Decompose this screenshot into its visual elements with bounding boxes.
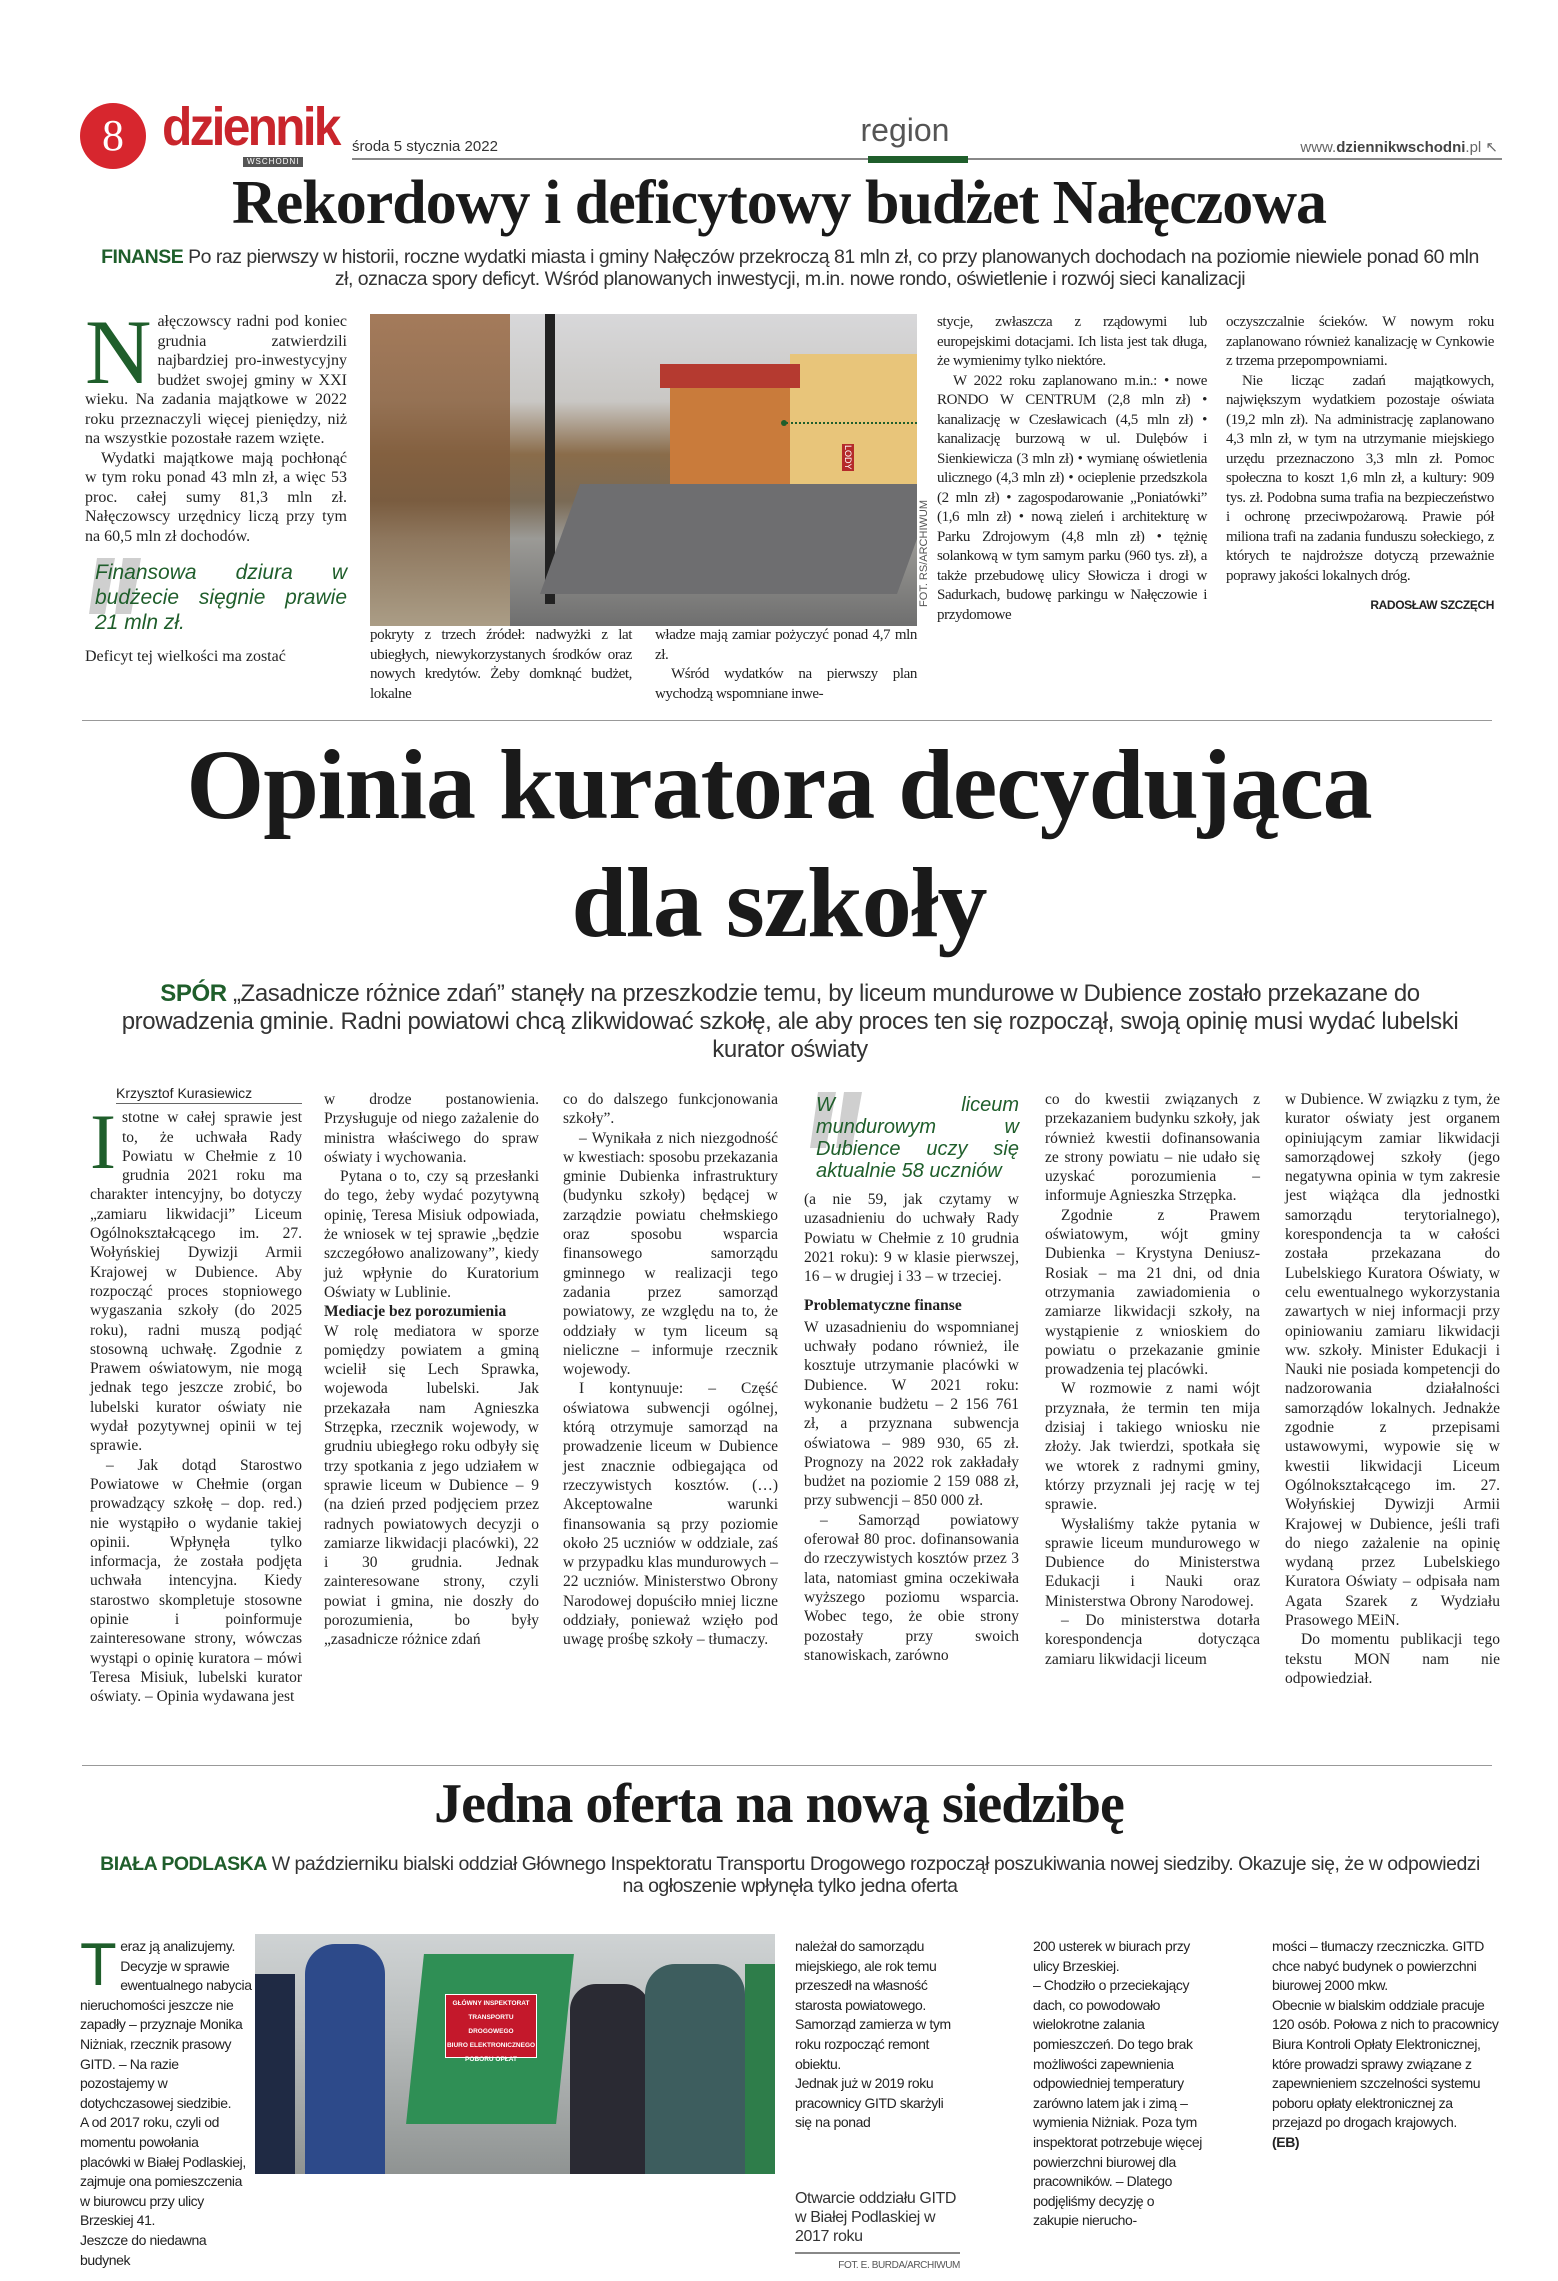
article1-col1-end bbox=[85, 647, 347, 667]
article2-col4b-body bbox=[804, 1318, 1019, 1665]
article2-col4-body bbox=[804, 1190, 1019, 1286]
photo-sign-lody: LODY bbox=[843, 445, 853, 470]
paragraph: Deficyt tej wielkości ma zostać bbox=[85, 648, 286, 665]
paragraph: władze mają zamiar pożyczyć ponad 4,7 mln zł. bbox=[655, 627, 917, 663]
article1-dropcap: N bbox=[85, 301, 152, 403]
article-divider bbox=[82, 720, 1492, 721]
article2-pull-quote: W liceum mundurowym w Dubience uczy się aktualnie 58 uczniów bbox=[816, 1094, 1019, 1182]
issue-date: środa 5 stycznia 2022 bbox=[352, 138, 498, 155]
paragraph: – Chodziło o przeciekający dach, co powodowało wielokrotne zalania pomieszczeń. Do tego brak możliwości zapewnienia odpowiedniej temperatury zarówno latem jak i zimą – wymienia Niżniak. Poza tym inspektorat potrzebuje więcej powierzchni biurowej dla pracowników. – Dlatego podjęliśmy decyzję o zakupie nierucho- bbox=[1033, 1977, 1202, 2229]
article2-column-6 bbox=[1285, 1090, 1500, 1688]
paragraph: Wysłaliśmy także pytania w sprawie liceum mundurowego w Dubience do Ministerstwa Edukacji i Nauki oraz Ministerstwa Obrony Narodowej. bbox=[1045, 1515, 1260, 1610]
article2-dropcap: I bbox=[90, 1098, 116, 1186]
article1-lead bbox=[90, 246, 1490, 290]
paragraph: stycje, zwłaszcza z rządowymi lub europejskimi dotacjami. Ich lista jest tak długa, że wymienimy tylko niektóre. bbox=[937, 314, 1207, 369]
website-url[interactable] bbox=[1300, 138, 1498, 156]
paragraph: co do kwestii związanych z przekazaniem budynku szkoły, jak również kwestii dofinansowania ze strony powiatu – nie udało się uzyskać porozumienia – informuje Agnieszka Strzępka. bbox=[1045, 1091, 1260, 1205]
paragraph: Obecnie w bialskim oddziale pracuje 120 osób. Połowa z nich to pracownicy Biura Kontroli Opłaty Elektronicznej, które prowadzi sprawy związane z zapewnieniem szczelności systemu poboru opłaty elektronicznej za przejazd po drogach krajowych. bbox=[1272, 1996, 1499, 2131]
paragraph: 200 usterek w biurach przy ulicy Brzeskiej. bbox=[1033, 1938, 1190, 1974]
paragraph: Wśród wydatków na pierwszy plan wychodzą wspomniane inwe- bbox=[655, 666, 917, 702]
section-label: region bbox=[860, 112, 950, 148]
paragraph: I kontynuuje: – Część oświatowa subwencji ogólnej, którą otrzymuje samorząd na prowadzenie liceum w Dubience jest znacznie odbiegająca od rzeczywistych kosztów. (…) Akceptowalne warunki finansowania są przy poziomie około 25 uczniów w oddziale, zaś w przypadku klas mundurowych – 22 uczniów. Ministerstwo Obrony Narodowej dopuściło mniej liczne oddziały, ponieważ wzięło pod uwagę prośbę szkoły – tłumaczy. bbox=[563, 1380, 778, 1649]
paragraph: Wydatki majątkowe mają pochłonąć w tym roku ponad 43 mln zł, a więc 53 proc. całej sumy 81,3 mln zł. Nałęczowscy urzędnicy liczą przy tym na 60,5 mln zł dochodów. bbox=[85, 449, 347, 545]
paragraph: Pytana o to, czy są przesłanki do tego, żeby wydać pozytywną opinię, Teresa Misiuk odpowiada, że wniosek w tej sprawie „będzie szczegółowo analizowany”, kiedy już wpłynie do Kuratorium Oświaty w Lublinie. bbox=[324, 1168, 539, 1301]
article1-column-4 bbox=[937, 313, 1207, 625]
article3-column-2 bbox=[795, 1937, 960, 2276]
paragraph: – Do ministerstwa dotarła korespondencja dotycząca zamiaru likwidacji liceum bbox=[1045, 1612, 1260, 1668]
article3-column-3 bbox=[1033, 1937, 1203, 2231]
gitd-sign bbox=[445, 1994, 537, 2063]
article2-column-3 bbox=[563, 1090, 778, 1650]
newspaper-logo: dziennik bbox=[162, 97, 339, 157]
paragraph: Jeszcze do niedawna budynek bbox=[80, 2231, 207, 2268]
article2-column-2 bbox=[324, 1090, 539, 1650]
article1-column-1 bbox=[85, 301, 347, 667]
article1-column-5 bbox=[1226, 313, 1494, 616]
newspaper-logo-sub: WSCHODNI bbox=[243, 157, 303, 167]
sign-line: BIURO ELEKTRONICZNEGO bbox=[446, 2042, 536, 2049]
article3-headline: Jedna oferta na nową siedzibę bbox=[434, 1773, 1124, 1835]
article3-column-1 bbox=[80, 1931, 252, 2270]
article1-column-2 bbox=[370, 626, 632, 704]
article3-kicker: BIAŁA PODLASKA bbox=[100, 1853, 267, 1875]
paragraph: – Wynikała z nich niezgodność w kwestiach: sposobu przekazania gminie Dubienka infrastruktury (budynku szkoły) będącej w zarządzie powiatu chełmskiego oraz sposobu wsparcia finansowego samorządu gminnego w realizacji tego zadania przez samorząd powiatowy, ze względu na to, że oddziały w tym liceum są nieliczne – informuje rzecznik wojewody. bbox=[563, 1129, 778, 1379]
article3-col4-body bbox=[1272, 1937, 1502, 2133]
paragraph: należał do samorządu miejskiego, ale rok temu przeszedł na własność starosta powiatowego. Samorząd zamierza w tym roku rozpocząć remont obiektu. bbox=[795, 1938, 951, 2072]
paragraph: co do dalszego funkcjonowania szkoły”. bbox=[563, 1091, 778, 1128]
article3-photo-caption: Otwarcie oddziału GITD w Białej Podlaskiej w 2017 roku bbox=[795, 2189, 957, 2245]
article2-column-5 bbox=[1045, 1090, 1260, 1669]
article1-lead-text: Po raz pierwszy w historii, roczne wydatki miasta i gminy Nałęczów przekroczą 81 mln zł, co przy planowanych dochodach na poziomie niewiele ponad 60 mln zł, oznacza spory deficyt. Wśród planowanych inwestycji, m.in. nowe rondo, oświetlenie i rozwój sieci kanalizacji bbox=[188, 246, 1479, 290]
paragraph: ałęczowscy radni pod koniec grudnia zatwierdzili najbardziej pro-inwestycyjny budżet swojej gminy w XXI wieku. Na zadania majątkowe w 2022 roku przeznaczyli więcej pieniędzy, niż na wszystkie pozostałe razem wzięte. bbox=[85, 313, 347, 447]
paragraph: stotne w całej sprawie jest to, że uchwała Rady Powiatu w Chełmie z 10 grudnia 2021 roku ma charakter intencyjny, bo dotyczy „zamiaru likwidacji” Liceum Ogólnokształcącego im. 27. Wołyńskiej Dywizji Armii Krajowej w Dubience. Aby rozpocząć proces stopniowego wygaszania szkoły (do 2025 roku), radni muszą podjąć stosowną uchwałę. Zgodnie z Prawem oświatowym, nie mogą jednak tego jeszcze zrobić, bo lubelski kurator oświaty nie wydał pozytywnej opinii w tej sprawie. bbox=[90, 1109, 302, 1455]
section-marker bbox=[868, 156, 968, 163]
article2-column-4 bbox=[804, 1090, 1019, 1665]
article3-dropcap: T bbox=[80, 1931, 117, 1998]
paragraph: A od 2017 roku, czyli od momentu powołania placówki w Białej Podlaskiej, zajmuje ona pomieszczenia w biurowcu przy ulicy Brzeskiej 41. bbox=[80, 2114, 246, 2229]
article2-headline-line1: Opinia kuratora decydująca bbox=[186, 729, 1372, 840]
paragraph: Do momentu publikacji tego tekstu MON nam nie odpowiedział. bbox=[1285, 1631, 1500, 1687]
paragraph: eraz ją analizujemy. Decyzje w sprawie ewentualnego nabycia nieruchomości jeszcze nie zapadły – przyznaje Monika Niżniak, rzecznik prasowy GITD. – Na razie pozostajemy w dotychczasowej siedzibie. bbox=[80, 1938, 252, 2111]
paragraph: – Jak dotąd Starostwo Powiatowe w Chełmie (organ prowadzący szkołę – dop. red.) nie wystąpiło o wydanie takiej opinii. Wpłynęła tylko informacja, że została podjęta uchwała intencyjna. Kiedy starostwo skompletuje stosowne opinie i poinformuje zainteresowane strony, wówczas wystąpi o opinię kuratora – mówi Teresa Misiuk, lubelski kurator oświaty. – Opinia wydawana jest bbox=[90, 1456, 302, 1706]
article2-headline bbox=[0, 726, 1558, 962]
article3-column-4 bbox=[1272, 1937, 1502, 2153]
article1-photo-credit: FOT. RS/ARCHIWUM bbox=[918, 500, 930, 607]
paragraph: W uzasadnieniu do wspomnianej uchwały podano również, ile kosztuje utrzymanie placówki w Dubience. W 2021 roku: wykonanie budżetu – 2 156 761 zł, a przyznana subwencja oświatowa – 989 930, 65 zł. Prognozy na 2022 rok zakładały budżet na poziomie 2 159 088 zł, przy subwencji – 850 000 zł. bbox=[804, 1318, 1019, 1510]
paragraph: (a nie 59, jak czytamy w uzasadnieniu do uchwały Rady Powiatu w Chełmie z 10 grudnia 2021 roku): 9 w klasie pierwszej, 16 – w drugiej i 33 – w trzeciej. bbox=[804, 1191, 1019, 1286]
article1-photo-street bbox=[370, 314, 917, 626]
paragraph: mości – tłumaczy rzeczniczka. GITD chce nabyć budynek o powierzchni biurowej 2000 mkw. bbox=[1272, 1938, 1484, 1994]
page-number-badge: 8 bbox=[80, 103, 146, 169]
article2-subhead-finanse: Problematyczne finanse bbox=[804, 1297, 962, 1315]
url-suffix: .pl bbox=[1465, 139, 1482, 156]
paragraph: Jednak już w 2019 roku pracownicy GITD skarżyli się na ponad bbox=[795, 2075, 944, 2131]
article1-author: RADOSŁAW SZCZĘCH bbox=[1370, 598, 1494, 612]
article3-lead-text: W październiku bialski oddział Głównego Inspektoratu Transportu Drogowego rozpoczął poszukiwania nowej siedziby. Okazuje się, że w odpowiedzi na ogłoszenie wpłynęła tylko jedna oferta bbox=[271, 1853, 1480, 1897]
paragraph: Nie licząc zadań majątkowych, największym wydatkiem pozostaje oświata (19,2 mln zł). Na administrację zaplanowano 4,3 mln zł, w tym na utrzymanie miejskiego urzędu przeznaczono 3,3 mln zł. Pomoc społeczna to koszt 1,6 mln zł, a kultury: 909 tys. zł. Podobna suma trafia na bezpieczeństwo i ochronę przeciwpożarową. Prawie pół miliona trafi na zadania funduszu sołeckiego, z których te najdroższe dotyczą przeważnie poprawy jakości lokalnych dróg. bbox=[1226, 372, 1494, 584]
article3-photo-gitd-opening bbox=[255, 1934, 775, 2174]
article3-col2-body bbox=[795, 1937, 960, 2133]
sign-line: TRANSPORTU DROGOWEGO bbox=[468, 2014, 514, 2035]
article2-col2-body bbox=[324, 1090, 539, 1302]
paragraph: oczyszczalnie ścieków. W nowym roku zaplanowano również kanalizację w Cynkowie z trzema przepompowniami. bbox=[1226, 314, 1494, 369]
article2-column-1 bbox=[90, 1084, 302, 1707]
article3-photo-credit: FOT. E. BURDA/ARCHIWUM bbox=[795, 2252, 960, 2276]
article2-headline-line2: dla szkoły bbox=[571, 847, 987, 958]
article3-signature: (EB) bbox=[1272, 2133, 1300, 2150]
paragraph: W 2022 roku zaplanowano m.in.: • nowe RONDO W CENTRUM (2,8 mln zł) • kanalizację w Czesławicach (4,5 mln zł) • kanalizację burzową w ul. Dulębów i Sienkiewicza (3 mln zł) • wymianę oświetlenia ulicznego (4,3 mln zł) • ocieplenie przedszkola (2 mln zł) • zagospodarowanie „Poniatówki” (1,6 mln zł) • nową zieleń i architekturę w Parku Zdrojowym (4,8 mln zł) • tężnię solankową w tym samym parku (960 tys. zł), a także przebudowę ulicy Słowicza i drogi w Sadurkach, budowę parkingu w Nałęczowie i przydomowe bbox=[937, 372, 1207, 623]
cursor-icon: ↖ bbox=[1485, 139, 1498, 156]
article2-byline[interactable]: Krzysztof Kurasiewicz bbox=[116, 1084, 302, 1104]
paragraph: – Samorząd powiatowy oferował 80 proc. dofinansowania do rzeczywistych kosztów przez 3 lata, natomiast gmina oczekiwała wyższego poziomu wsparcia. Wobec tego, że obie strony pozostały przy swoich stanowiskach, zarówno bbox=[804, 1511, 1019, 1664]
paragraph: W rozmowie z nami wójt przyznała, że termin ten mija dzisiaj i takiego wniosku nie złoży. Jak twierdzi, spotkała się we wtorek z radnymi gminy, którzy przyznali jej rację w tej sprawie. bbox=[1045, 1380, 1260, 1514]
article1-col5-body bbox=[1226, 313, 1494, 586]
article1-column-3 bbox=[655, 626, 917, 704]
article-divider bbox=[82, 1765, 1492, 1766]
paragraph: pokryty z trzech źródeł: nadwyżki z lat ubiegłych, niewykorzystanych środków oraz nowych kredytów. Żeby domknąć budżet, lokalne bbox=[370, 627, 632, 702]
article3-lead bbox=[90, 1853, 1490, 1897]
article1-kicker: FINANSE bbox=[101, 246, 184, 268]
url-prefix: www. bbox=[1300, 139, 1337, 156]
paragraph: w drodze postanowienia. Przysługuje od niego zażalenie do ministra właściwego do spraw oświaty i wychowania. bbox=[324, 1091, 539, 1166]
article2-col1-body bbox=[90, 1098, 302, 1706]
article2-lead-text: „Zasadnicze różnice zdań” stanęły na przeszkodzie temu, by liceum mundurowe w Dubience zostało przekazane do prowadzenia gminie. Radni powiatowi chcą zlikwidować szkołę, ale aby proces ten się rozpoczął, swoją opinię musi wydać lubelski kurator oświaty bbox=[121, 980, 1459, 1063]
paragraph: w Dubience. W związku z tym, że kurator oświaty jest organem opiniującym zamiar likwidacji samorządowej szkoły (jego negatywna opinia w tym zakresie jest wiążąca dla jednostki samorządu terytorialnego), korespondencja ta w całości została przekazana do Lubelskiego Kuratora Oświaty, w celu ewentualnego wykorzystania zawartych w niej informacji przy opiniowaniu zamiaru likwidacji ww. szkoły. Minister Edukacji i Nauki nie posiada kompetencji do nadzorowania działalności samorządów lokalnych. Jednakże zgodnie z przepisami ustawowymi, wypowie się w kwestii likwidacji Liceum Ogólnokształcącego im. 27. Wołyńskiej Dywizji Armii Krajowej w Dubience, jeśli trafi do niego zażalenie na opinię wydaną przez Lubelskiego Kuratora Oświaty – odpisała nam Agata Szarek z Wydziału Prasowego MEiN. bbox=[1285, 1091, 1500, 1630]
article2-lead bbox=[95, 980, 1485, 1064]
article1-headline: Rekordowy i deficytowy budżet Nałęczowa bbox=[231, 169, 1327, 237]
sign-line: POBORU OPŁAT bbox=[465, 2056, 517, 2063]
article2-kicker: SPÓR bbox=[160, 980, 227, 1007]
article2-subhead-mediacje: Mediacje bez porozumienia bbox=[324, 1303, 507, 1321]
url-domain: dziennikwschodni bbox=[1336, 139, 1466, 156]
sign-line: GŁÓWNY INSPEKTORAT bbox=[452, 2000, 530, 2007]
paragraph: W rolę mediatora w sporze pomiędzy powiatem a gminą wcielił się Lech Sprawka, wojewoda lubelski. Jak przekazała nam Agnieszka Strzępka, rzecznik wojewody, w grudniu ubiegłego roku odbyły się trzy spotkania z jego udziałem w sprawie liceum w Dubience – 9 (na dzień przed podjęciem przez radnych powiatowych decyzji o zamiarze likwidacji placówki), 22 i 30 grudnia. Jednak zainteresowane strony, czyli powiat i gmina, nie doszły do porozumienia, bo były „zasadnicze różnice zdań bbox=[324, 1322, 539, 1649]
article2-col2b-body bbox=[324, 1322, 539, 1650]
article1-pull-quote: Finansowa dziura w budżecie sięgnie prawie 21 mln zł. bbox=[95, 560, 347, 635]
paragraph: Zgodnie z Prawem oświatowym, wójt gminy Dubienka – Krystyna Deniusz-Rosiak – ma 21 dni, od dnia otrzymania zawiadomienia o zamiarze likwidacji szkoły, na wystąpienie z wnioskiem do powiatu o przekazanie gminie prowadzenia tej placówki. bbox=[1045, 1206, 1260, 1379]
